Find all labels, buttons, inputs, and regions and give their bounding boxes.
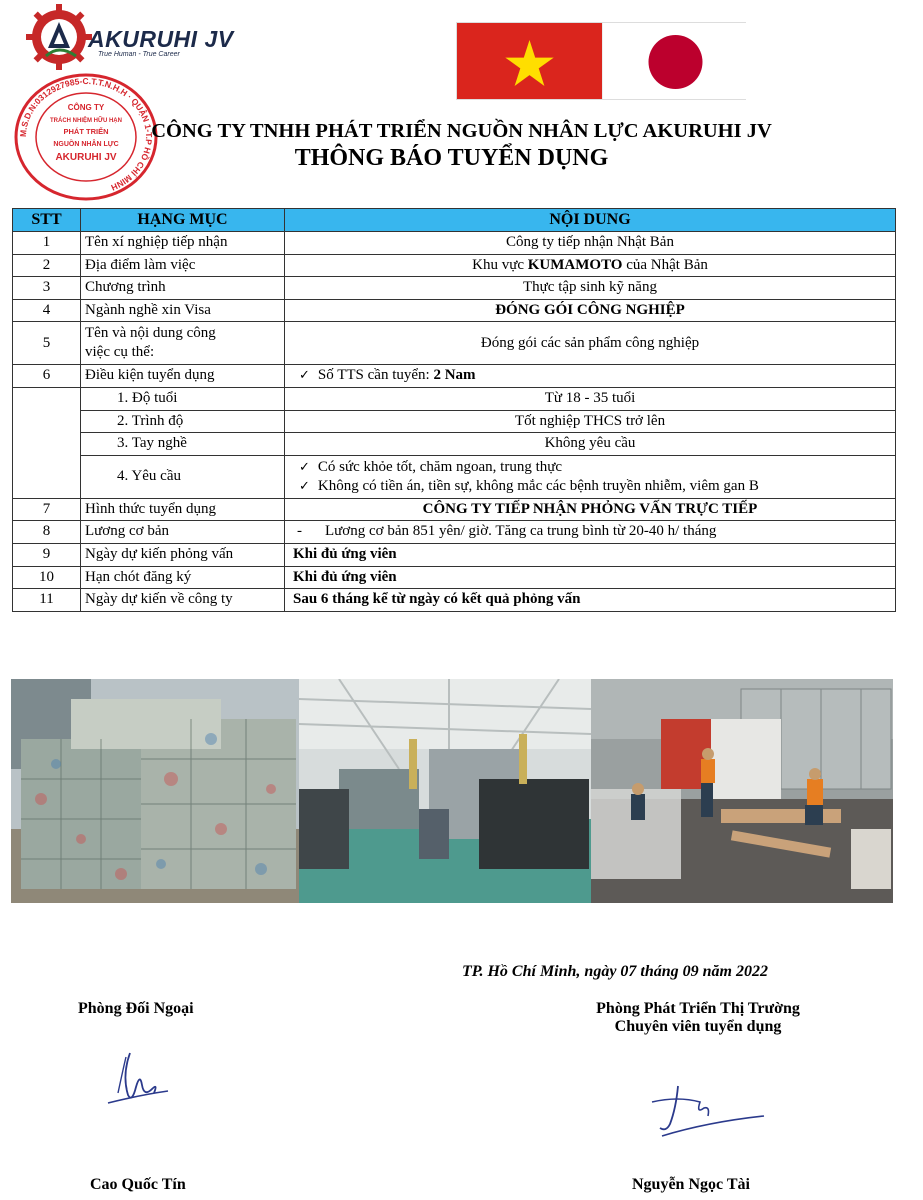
stamp-ring-text: M.S.D.N:0312927985-C.T.T.N.H.H · QUẬN 1-T.P HỒ CHÍ MINH: [17, 75, 155, 193]
row-content: ĐÓNG GÓI CÔNG NGHIỆP: [285, 299, 896, 322]
row-category: Lương cơ bản: [81, 521, 285, 544]
left-signatory-title: Phòng Đối Ngoại: [78, 1000, 194, 1017]
company-logo: [26, 4, 236, 70]
content-bold: KUMAMOTO: [527, 256, 623, 273]
right-title-line-1: Phòng Phát Triển Thị Trường: [596, 1000, 800, 1017]
sub-label: 3. Tay nghề: [81, 433, 285, 456]
row-content: CÔNG TY TIẾP NHẬN PHỎNG VẤN TRỰC TIẾP: [285, 498, 896, 521]
table-sub-row: [13, 455, 896, 498]
row-category: Ngày dự kiến về công ty: [81, 589, 285, 612]
row-content: Sau 6 tháng kể từ ngày có kết quả phỏng vấn: [285, 589, 896, 612]
photo-bales: [11, 679, 299, 903]
stamp-line-1: CÔNG TY: [67, 103, 105, 112]
right-signature: [648, 1078, 768, 1143]
row-category: Ngày dự kiến phỏng vấn: [81, 543, 285, 566]
row-category: Chương trình: [81, 277, 285, 300]
table-row: [13, 299, 896, 322]
table-row: [13, 254, 896, 277]
category-line-1: Tên và nội dung công: [85, 325, 216, 342]
content-prefix: Khu vực: [472, 256, 528, 273]
sub-content: [285, 455, 896, 498]
row-category: Hạn chót đăng ký: [81, 566, 285, 589]
row-content: Khi đủ ứng viên: [285, 543, 896, 566]
table-header-row: [13, 209, 896, 232]
row-category: Hình thức tuyển dụng: [81, 498, 285, 521]
row-stt: 10: [13, 566, 81, 589]
right-signatory-name: Nguyễn Ngọc Tài: [632, 1176, 750, 1193]
table-row: [13, 365, 896, 388]
row-stt: 8: [13, 521, 81, 544]
sub-content: Từ 18 - 35 tuổi: [285, 387, 896, 410]
table-row: [13, 521, 896, 544]
recruitment-table: [12, 208, 896, 612]
row-stt: 11: [13, 589, 81, 612]
logo-text: AKURUHI JV: [88, 26, 234, 52]
date-line: TP. Hồ Chí Minh, ngày 07 tháng 09 năm 2022: [462, 963, 768, 980]
table-sub-row: [13, 387, 896, 410]
flags: [456, 22, 746, 100]
table-row: [13, 498, 896, 521]
check-icon: [299, 367, 318, 383]
left-signatory-name: Cao Quốc Tín: [90, 1176, 186, 1193]
row-category: Ngành nghề xin Visa: [81, 299, 285, 322]
row-content: [285, 254, 896, 277]
company-name: CÔNG TY TNHH PHÁT TRIỂN NGUỒN NHÂN LỰC AKURUHI JV: [151, 120, 772, 142]
dash-bullet: -: [297, 523, 302, 540]
photo-workers: [591, 679, 893, 903]
row-stt: 6: [13, 365, 81, 388]
table-sub-row: [13, 410, 896, 433]
japan-flag-icon: [602, 23, 747, 99]
sub-content: Tốt nghiệp THCS trở lên: [285, 410, 896, 433]
category-line-2: việc cụ thể:: [85, 344, 155, 361]
header-category: HẠNG MỤC: [81, 209, 285, 232]
table-row: [13, 322, 896, 365]
row-category: [81, 322, 285, 365]
content-suffix: của Nhật Bản: [622, 256, 708, 273]
left-signature: [100, 1045, 180, 1110]
stamp-line-4: NGUỒN NHÂN LỰC: [53, 141, 119, 148]
table-row: [13, 232, 896, 255]
content-bold: 2 Nam: [433, 367, 476, 384]
sub-label: 2. Trình độ: [81, 410, 285, 433]
table-row: [13, 589, 896, 612]
content-prefix: Số TTS cần tuyển:: [317, 367, 434, 384]
stamp-line-5: AKURUHI JV: [55, 152, 117, 163]
photo-strip: [11, 679, 893, 903]
row-content: [285, 365, 896, 388]
row-content: Công ty tiếp nhận Nhật Bản: [285, 232, 896, 255]
stamp-line-2: TRÁCH NHIỆM HỮU HẠN: [50, 118, 122, 124]
vietnam-flag-icon: [457, 23, 602, 99]
row-content: Thực tập sinh kỹ năng: [285, 277, 896, 300]
logo-tagline: True Human - True Career: [98, 51, 180, 58]
row-category: Tên xí nghiệp tiếp nhận: [81, 232, 285, 255]
header-stt: STT: [13, 209, 81, 232]
right-signatory-title: [584, 1000, 812, 1036]
check-icon: [299, 478, 318, 494]
table-row: [13, 277, 896, 300]
table-row: [13, 566, 896, 589]
sub-label: 1. Độ tuổi: [81, 387, 285, 410]
page-title: THÔNG BÁO TUYỂN DỤNG: [294, 145, 609, 171]
sub-label: 4. Yêu cầu: [81, 455, 285, 498]
row-category: Địa điểm làm việc: [81, 254, 285, 277]
row-content: Khi đủ ứng viên: [285, 566, 896, 589]
table-sub-row: [13, 433, 896, 456]
row-content: - Lương cơ bản 851 yên/ giờ. Tăng ca trung bình từ 20-40 h/ tháng: [285, 521, 896, 544]
header-content: NỘI DUNG: [285, 209, 896, 232]
row-category: Điều kiện tuyển dụng: [81, 365, 285, 388]
stamp-line-3: PHÁT TRIỂN: [63, 127, 109, 136]
row-stt: 5: [13, 322, 81, 365]
requirement-item: ✓ Có sức khỏe tốt, chăm ngoan, trung thực: [299, 458, 891, 477]
row-stt: 7: [13, 498, 81, 521]
row-stt: 1: [13, 232, 81, 255]
row-stt: 4: [13, 299, 81, 322]
check-icon: [299, 459, 318, 475]
table-row: [13, 543, 896, 566]
sub-content: Không yêu cầu: [285, 433, 896, 456]
photo-factory: [299, 679, 591, 903]
row-stt: 2: [13, 254, 81, 277]
row-stt: 3: [13, 277, 81, 300]
requirement-item: ✓ Không có tiền án, tiền sự, không mắc các bệnh truyền nhiễm, viêm gan B: [299, 477, 891, 496]
right-title-line-2: Chuyên viên tuyển dụng: [614, 1018, 782, 1035]
gear-logo-icon: [26, 4, 92, 70]
row-stt: 9: [13, 543, 81, 566]
row-content: Đóng gói các sản phẩm công nghiệp: [285, 322, 896, 365]
